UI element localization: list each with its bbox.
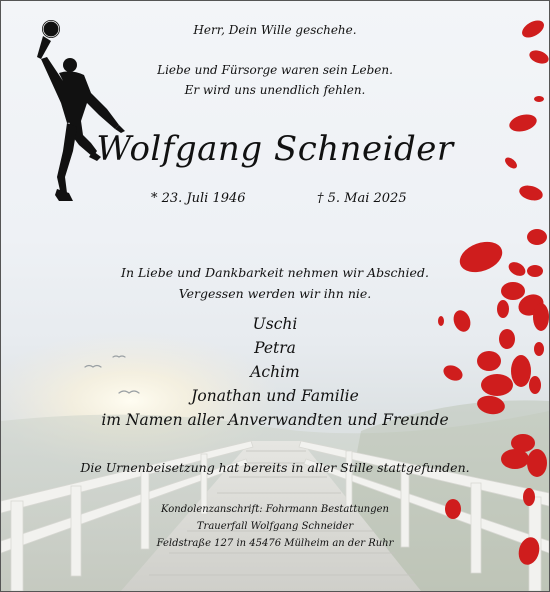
burial-note: Die Urnenbeisetzung hat bereits in aller Stille stattgefunden. [80,460,470,475]
condolence-line-3: Feldstraße 127 in 45476 Mülheim an der Ruhr [156,538,394,549]
farewell-line-1: In Liebe und Dankbarkeit nehmen wir Abschied. [121,265,429,280]
basketball-player-silhouette-icon [29,17,129,205]
birth-date: * 23. Juli 1946 [151,191,246,206]
condolence-line-1: Kondolenzanschrift: Fohrmann Bestattungen [161,504,389,515]
mourner-name: im Namen aller Anverwandten und Freunde [101,411,449,429]
mourner-name: Jonathan und Familie [191,387,359,405]
mourner-name: Achim [250,363,300,381]
mourner-name: Uschi [252,315,298,333]
condolence-line-2: Trauerfall Wolfgang Schneider [196,521,354,532]
farewell-line-2: Vergessen werden wir ihn nie. [178,286,372,301]
deceased-name: Wolfgang Schneider [96,129,454,169]
tribute-line-1: Liebe und Fürsorge waren sein Leben. [157,63,393,77]
mourner-name: Petra [254,339,296,357]
bible-verse: Herr, Dein Wille geschehe. [193,23,357,37]
tribute-line-2: Er wird uns unendlich fehlen. [184,83,366,97]
death-date: † 5. Mai 2025 [317,191,407,206]
